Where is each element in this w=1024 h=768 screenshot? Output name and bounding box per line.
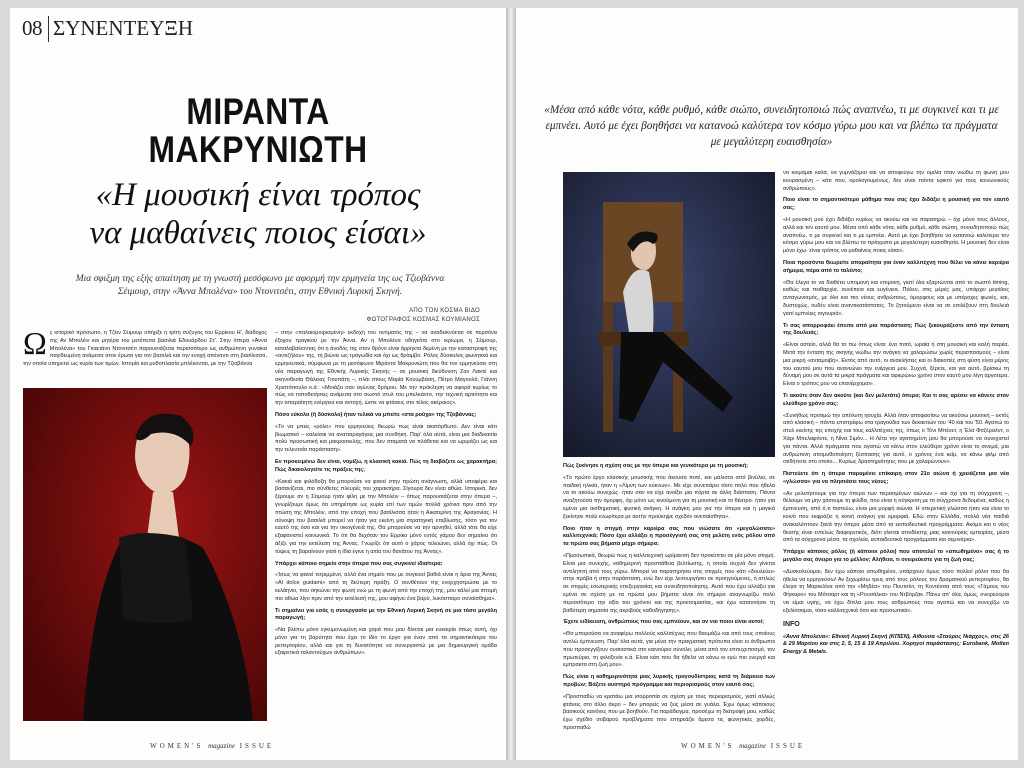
answer-3: «Ίσως να φανεί τετριμμένο, αλλά ένα σημείο που με συγκινεί βαθιά είναι η άρια της Άννας «Al dolce guidami» από τη δεύτερη πράξη. Ο συνθέτουν της ενορχηστρώσει με το κελάηνιο, που σηκώνει την φωνή ενώ με τη φωνή από την εποχή της, μου κάλεί μια ιπτομή πιο αθώα λίγο πριν από την εκτέλεσή της, μου αφήνει ένα βαρύ, λυκόσπαρο συναίσθημα». [275,572,497,602]
left-footer [150,742,274,750]
answer-12: «Συνήθως προτιμώ την απόλυτη ησυχία. Αλλά όταν αποφασίσω να ακούσω μουσική – εκτός από κλασική – πάντα επιστρέφω στα τραγούδια των δεκαετιών του '40 και του '50. Αγαπώ το στυλ εκείνης της εποχής και τους καλλιτέχνες της, όπως ο Τόνι Μπένετ, η Έλα Φιτζέραλντ, ο Χάρι Μπελαφόντε, η Νίνα Σιμόν... Η Λέτα την αγαπημένη μου θα μπορούσε να συνεχιστεί για πάντα. Αλλά πράγματα που αγαπώ να κάνω στον ελεύθερο χρόνο είναι το σινεμά, μια ανθρώπινη απομυθοποίηση ξέσπασης για αυτό, ο χρόνος ένα κείμ, να κάνω φιλμ από οτιδήποτε στο οποίο... Κυρίως δραστηριότητες που με χαλαρώνουν». [783,412,1009,466]
credits [240,307,480,326]
answer-8-continued: να κοιμάμαι καλά, να γυμνάζομαι και να αποφεύγω την ομιλία όταν νιώθω τη φωνή μου κουρασμένη – κάτι που, ομολογουμένως, δεν είναι πάντα εφικτό για τους κοινωνικούς ανθρώπους». [783,170,1009,192]
intro-text: ς ιστορικό πρόσωπο, η Τζέιν Σέιμουρ υπήρξε η τρίτη σύζυγος του Ερρίκου Η', διάδοχος της Αν Μπολέιν και μητέρα του μετέπειτα βασιλιά Εδουάρδου Στ'. Στην όπερα «Άννα Μπολένα» του Γκαετάνο Ντονιτσέτι παρουσιάζεται περισσότερο ως ανθρώπινη γυναίκα παγιδευμένη ανάμεσα στον έρωτα για τον βασιλιά και την ενοχή απέναντι στη βασίλισσα, την οποία υπηρετεί ως κυρία των τιμών. Ιστορία και μυθοπλασία μπλέκονται, με την Τζιοβάννα [23,330,267,368]
portrait-photo-red [23,388,267,721]
question-7: Έχετε ειδίκευση, ανθρώπους που σας εμπνέουν, και αν ναι ποιοι είναι αυτοί; [563,619,764,626]
answer-11: «Είναι αστείο, αλλά θα το πω όπως είναι: ένα ποτό, ωραία ή στη μουσική και καλή παρέα. Μετά την ένταση της σκηνής νιώθω την ανάγκη να χαλαρώσω χωρίς περισπασμούς – είναι μια μικρή «ανταμοιβή». Εκτός από αυτό, οι ανακλήσεις και οι διακοπές στη φύση είναι μέρος του εαυτού μου που ανανεώνει την ενέργεια μου. Συχνά, ξέρετε, και για αυτό, βρίσκω τη δύναμή μου σε αυτά τα μικρά πράγματα και αφιερώνω χρόνο στον εαυτό μου λίγη αργοτερα. Είναι ο τρόπος μου να επανέρχομαι». [783,342,1009,388]
lead-paragraph: Μια σφιξμη της εξής απαίτηση με τη γνωστή μεσόφωνο με αφορμή την ερμηνεία της ως Τζιοβάννα Σέιμουρ, στην «Άννα Μπολένα» του Ντονιτσέτι, στην Εθνική Λυρική Σκηνή. [75,274,445,297]
answer-10: «Θα έλεγα το να διαθέτει υπομονή και επιμονή, γιατί όλα εξαρτώνται από το σωστό timing, καθώς και πειθαρχία, συνέπεια και ευγένεια. Πάλεν, στις μέρες μας, υπάρχει μεγάλος ανταγωνισμός, με όλο και πιο νέους ανθρώπους, όμορφους και με υπέροχες φωνές, και, δυστυχώς, ουδέν είναι αναντικατάστατος. Το ζητούμενο είναι να σε επιλέξουν στη δουλειά γιατί εμπνέεις σιγουριά». [783,279,1009,317]
question-3: Υπάρχει κάποιο σημείο στην όπερα που σας συγκινεί ιδιαίτερα; [275,560,443,567]
answer-5: «Το πρώτο έργο κλασικής μουσικής που άκουσα ποτέ, και μάλιστα από βινύλιο, σε παιδική ηλικία, ήταν η «Λίμνη των κύκνων». Με είχε συνεπάρει τόσο πολύ που ήθελα να το ακούω συνεχώς· ήταν σαν να είχε ανοίξει μια πόρτα σε άλλη διάσταση. Πάντα αναζητούσα την όμορφη, όχι μόνο ως κινούμενη για τη μουσική και το θέατρο· ήταν για εμένα μια αισθηματική, φυσική ανάγκη. Η ανάγκη μου για την όπερα και η μαγικά ξεκίνησε πολύ ενωρίτερα με αυτήν προύκηψε σχεδόν ανεπαίσθητα». [563,474,775,520]
footer-issue: ISSUE [770,742,806,750]
footer-women: WOMEN'S [150,742,204,750]
question-9: Ποιο είναι το σημαντικότερο μάθημα που σας έχει διδάξει η μουσική για τον εαυτό σας; [783,197,1009,212]
right-page [516,8,1018,760]
question-13: Πιστεύετε ότι η όπερα παραμένει επίκαιρη στον 21ο αιώνα ή χρειάζεται μια νέα «γλώσσα» για να πλησιάσει τους νέους; [783,471,1009,485]
answer-6: «Προσωπικά, θεωρώ πως η καλλιτεχνική ωρίμανση δεν προκύπτει σε μία μόνο στιγμή. Είναι μια συνεχής, καθημερινή προσπάθεια βελτίωσης, η οποία συχνά δεν γίνεται αντιληπτή από τους γύρω. Μπορεί να παρατηρήσει στις στιγμές που κάτι «δουλεύει» στην πρόβα ή στην παράσταση, ενώ δεν είχε λειτουργήσει σε προηγούμενες, ή απλώς σε στιγμές εσωτερικής επεξεργασίας και συνειδητοποίησης. Αυτό που έχει αλλάξει για εμένα σε σχέση με τα πρώτα μου βήματα είναι ότι σήμερα αναγνωρίζω πολύ περισσότερο την αξία του χρόνου και της προετοιμασίας, και έχω κατανοήσει τη βαθύτερη σημασία της ακριβούς καθοδήγησης». [563,552,775,614]
section-label: ΣΥΝΕΝΤΕΥΞΗ [53,16,194,40]
left-page [10,8,506,760]
question-12: Τι ακούτε όταν δεν ακούτε (και δεν μελετάτε) όπερα; Και τι σας αρέσει να κάνετε στον ελεύθερο χρόνο σας; [783,392,1009,407]
portrait-photo-chair [563,172,775,457]
question-8: Πώς είναι η καθημερινότητα μιας λυρικής τραγουδίστριας κατά τη διάρκεια των προβών; Βάζετε αυστηρό πρόγραμμα και περιορισμούς στον εαυτό σας; [563,674,775,688]
photographer-credit: ΦΩΤΟΓΡΑΦΟΣ ΚΟΣΜΑΣ ΚΟΥΜΙΑΝΟΣ [366,317,480,324]
info-heading: INFO [783,620,800,628]
page-gutter [506,8,516,760]
intro-continued: – στην «παλαιομοιρισμένη» εκδοχή του ονόματός της – να αναδεικνύεται σε περσόνα έξοχου τραγικού με την Άννα. Αν η Μπολένα οδηγείται στο ικρίωμα, η Σέιμουρ, καταλαβαίνοντας ότι η άνοδός της στον θρόνο είναι άρρηκτα δεμένη με την καταστροφή της «αντιζήλου» της, τη βιώνει ως τραγωδία και όχι ως θρίαμβο. Ρόλος δύσκολος φωνητικά και ερμηνευτικά, σύμφωνα με τη μεσόφωνο Μιράντα Μακρυνιώτη που θα τον ερμηνεύσει στη νέα παραγωγή της Εθνικής Λυρικής Σκηνής – σε μουσική διεύθυνση Ζαν Λακτέ και σκηνοθεσία Θάλειας Γιουπάτη –, πλάι στους Μαρία Κουυμβάση, Πέτρο Μαγουλά, Γιάννη Χριστόπουλο κ.ά.: «Μοιάζει σαν αγώνας δρόμου. Με την πρόκληση να αφορά κυρίως το πώς να τοποθετήσεις ανάμεσα στο σωστό στυλ του μπελκάντο, την τεχνική αρτιότητα και την απαραίτητη ενέργεια και αντοχή, ώστε να φτάσεις στο τέλος ακέραιος». [275,330,497,407]
question-6: Ποιο ήταν η στιγμή στην καριέρα σας που νιώσατε ότι «μεγαλώσατε» καλλιτεχνικά; Πόσο έχει αλλάξει η προσέγγισή σας στη μελέτη ενός ρόλου από τα πρώτα σας βήματα μέχρι σήμερα; [563,525,775,548]
answer-9: «Η μουσική μού έχει διδάξει κυρίως να ακούω και να παρατηρώ – όχι μόνο τους άλλους, αλλά και τον εαυτό μου. Μέσα από κάθε νότα, κάθε ρυθμό, κάθε σιώπη, συνειδητοποιώ πώς αναπνέω, τι με συγκινεί και τι με εμπνέει. Αυτό με έχει βοηθήσει να κατανοώ καλύτερα τον κόσμο γύρω μου και να βλέπω τα πράγματα με μεγαλύτερη ευαισθησία. Η μουσική δεν είναι μόνο έχω· είναι τρόπος να μαθαίνεις ποιος είσαι». [783,216,1009,255]
article-column-3 [563,463,775,738]
title-quote-line-2: να μαθαίνεις ποιος είσαι» [89,215,427,251]
article-column-4 [783,170,1009,735]
info-details: «Άννα Μπολένα»: Εθνική Λυρική Σκηνή (ΚΠΙΣΝ), Αίθουσα «Σταύρος Νιάρχος», στις 26 & 29 Μαρτίου και στις 2, 5, 15 & 19 Απριλίου. Χορηγοί παράστασης: Eurobank, Motlen Energy & Metals. [783,633,1009,656]
portrait-illustration [23,388,267,721]
question-2: Εν προκειμένω δεν είναι, νομίζω, η κλασική κακιά. Πώς τη διαβάζετε ως χαρακτήρα; Πώς δικαιολογείτε τις πράξεις της; [275,458,497,473]
drop-cap: Ω [23,330,47,361]
article-column-1 [23,330,267,386]
page-number: 08 [22,16,42,40]
question-11: Τι σας απορροφάει έπειτα από μια παράσταση; Πώς ξεκουράζεστε από την ένταση της δουλειάς; [783,322,1009,337]
answer-8: «Προσπαθώ να κρατάω μια ισορροπία σε σχέση με τους περιορισμούς, γιατί αλλιώς φτάνεις στο άλλο άκρο – δεν μπορείς να ζεις μέσα σε γυάλα. Έχω όμως κάποιους βασικούς κανόνες που με βοηθούν. Για παράδειγμα, προσέχω τη διατροφή μου, καθώς έχω σχέδιο σοβαρού προβλήματα που επηρεάζει άμεσα τις φωνητικές χορδές, προσπαθώ [563,693,775,731]
question-4: Τι σημαίνει για εσάς η συνεργασία με την Εθνική Λυρική Σκηνή σε μια τόσο μεγάλη παραγωγή; [275,607,497,622]
answer-7: «Θα μπορούσα να αναφέρω πολλούς καλλιτέχνες που θαυμάζω και από τους οποίους αντλώ έμπνευση. Παρ' όλα αυτά, για μένα την πραγματική πρότυπα είναι οι άνθρωποι που προσεγγίζουν ουσιαστικά στο καινούριο σύνολο, μέσα από τον επιτυχεποσμό, τον πρωτεύριο, τη φιλοξενία κ.ά. Είναι κάτι που θα ήθελα να κάνω κι εγώ πιο ενεργά και εμπρακτα στη ζωή μου». [563,631,775,669]
article-column-2 [275,330,497,730]
footer-magazine: magazine [208,742,235,750]
answer-14: «Δυσκολεύομαι, δεν έχω κάποιο απωθημένο, υπάρχουν όμως τόσο πολλοί ρόλοι που θα ήθελα να ερμηνεύσω! Αν ξεχωρίσω τρεις από τους ρόλους του δραματικού ρεπερτορίου, θα έλεγα τη Μαρκελίνα από την «Μηδέα» του Πουτσίνι, τη Κοντέσσα από τους «Γάμους του Φίγκαρο» του Μότσαρτ και τη «Ρουσάλκα» του Ντβόρζακ. Πάνω απ' όλα, όμως, ονειρεύομαι να είμαι υγιής, να έχω δίπλα μου τους ανθρώπους που αγαπώ και να συνεχίζω να εξελίσσομαι, τόσο καλλιτεχνικά όσο και προσωπικά». [783,568,1009,614]
pull-quote: «Μέσα από κάθε νότα, κάθε ρυθμό, κάθε σιώπο, συνειδητοποιώ πώς αναπνέω, τι με συγκινεί και τι με εμπνέει. Αυτό με έχει βοηθήσει να κατανοώ καλύτερα τον κόσμο γύρω μου και να βλέπω τα πράγματα με μεγαλύτερη ευαισθησία» [544,104,999,148]
section-divider [48,16,49,42]
answer-4: «Να βλέπω μόνο εγκυμονωμένη και χαρά που μου δίνεται μια ευκαιρία όπως αυτή, όχι μόνο για τη βαρύτητα που έχει το ίδιο το έργο για έναν από τα σημαντικότερα του ρεπερτορίου, αλλά και για τη δυνατότητα να συνεργαστώ με μια δημιουργική ομάδα εξαιρετικά ταλαντούχων ανθρώπων». [275,627,497,657]
answer-1: «Το να μπεις «ρόλο» που ερμηνεύεις θεωρώ πως είναι ακατόρθωτο. Δεν είναι κάτι βιωματικό – καλείσαι να αναπαραγάγεις μια συνθήκη. Παρ' όλα αυτά, είναι μια διαδικασία πολύ προσωπική και μακροσκελής, που δεν σταματά να πλάθεται και να ωριμάζει ως και την τελευταία παράσταση». [275,423,497,454]
writer-credit: ΑΠΟ ΤΟΝ ΚΟΣΜΑ ΒΙΔΟ [409,308,480,314]
footer-issue: ISSUE [239,742,275,750]
footer-women: WOMEN'S [681,742,735,750]
chair-portrait-illustration [563,172,775,457]
title-line-1: ΜΙΡΑΝΤΑ [186,91,330,132]
question-10: Ποια προσόντα θεωρείτε απαραίτητα για έναν καλλιτέχνη που θέλει να κάνει καριέρα σήμερα, πέρα από το ταλέντο; [783,259,1009,274]
title-line-2: ΜΑΚΡΥΝΙΩΤΗ [148,129,368,170]
question-14: Υπάρχει κάποιος ρόλος (ή κάποιοι ρόλοι) που αποτελεί το «απωθημένο» σας ή το μεγάλο σας όνειρο για το μέλλον; Αλήθεια, τι ονειρεύεστε για τη ζωή σας; [783,549,1009,564]
answer-13: «Αν μελετήσουμε για την όπερα των περασμένων αιώνων – και όχι για τη σύγχρονη –, θέλουμε να μην χάσουμε τη φιλίδα, που είναι η σύγκριση με τα σύγχρονα δεδομένα, καθώς η έμπνευση, από ό,τι πιστεύω, είναι μια μορφή αιώνια. Η οπερετική γλώσσα ήταν και είναι το κοινό που εκφράζει η κοινή ανάγκη για ομορφιά. Εδώ στην Ελλάδα, πολλά νέα παιδιά ανακαλύπτουν ξανά την όπερα μέσα από τα εκπαιδευτικά προγράμματα. Ακόμα και ο νέος θεατής είναι εντελώς διαφορετικός, διότι γίνεται αποδέκτης μιας καινούριας εμπειρίας, μέσα από τα σύγχρονα μέσα, τα σχολεία, εκπαιδευτικά προγράμματα και σεμινάρια». [783,490,1009,544]
question-1: Πόσο εύκολο (ή δύσκολο) ήταν τελικά να μπείτε «στα ρούχα» της Τζοβάννας; [275,411,477,418]
question-5: Πώς ξεκίνησε η σχέση σας με την όπερα και γενικότερα με τη μουσική; [563,463,749,469]
right-footer [681,742,805,750]
footer-magazine: magazine [739,742,766,750]
answer-2: «Κακιά και φιλόδοξη θα μπορούσε να φανεί στην πρώτη ανάγνωση, αλλά υποφέρει και βασανίζεται, πιο σύνθετες πλευρές του χαρακτήρα. Σίγουρα δεν είναι αθώα. Ιστορικά, δεν ξέρουμε αν η Σέιμουρ ήταν φίλη με την Μπολέιν – όπως παρουσιάζεται στην όπερα –, γνωρίζουμε όμως ότι υπηρέτησε ως κυρία επί των τιμών πολλά χρόνια πριν από την πτώση της Μπολέιν, από την εποχή που βασίλισσα ήταν η Αικατερίνη της Αραγονίας. Η σύνοψη του βασιλιά μπορεί να ήταν για εκείνη μια στρατηγική επιβίωσης, τόσο για τον εαυτό της όσο και για την οικογένειά της. Θα μπορούσε να την αρνηθεί, αλλά τότε θα είχε εξαφανιστεί κοινωνικά. Το ότι θα δεχόταν τον Ερρίκο μόνο εντός γάμου δεν σημαίνει ότι άξιζε για την εκτέλεση της Άννας. Γνωρίζε ότι αυτό ο χάρος τελειώνει, αλλά όχι πώς. Οι τύψεις τη βαραίνουν γιατί η ίδια έγινε η αιτία του θανάτου της Άννας». [275,478,497,555]
title-quote-line-1: «Η μουσική είναι τρόπος [95,177,421,213]
